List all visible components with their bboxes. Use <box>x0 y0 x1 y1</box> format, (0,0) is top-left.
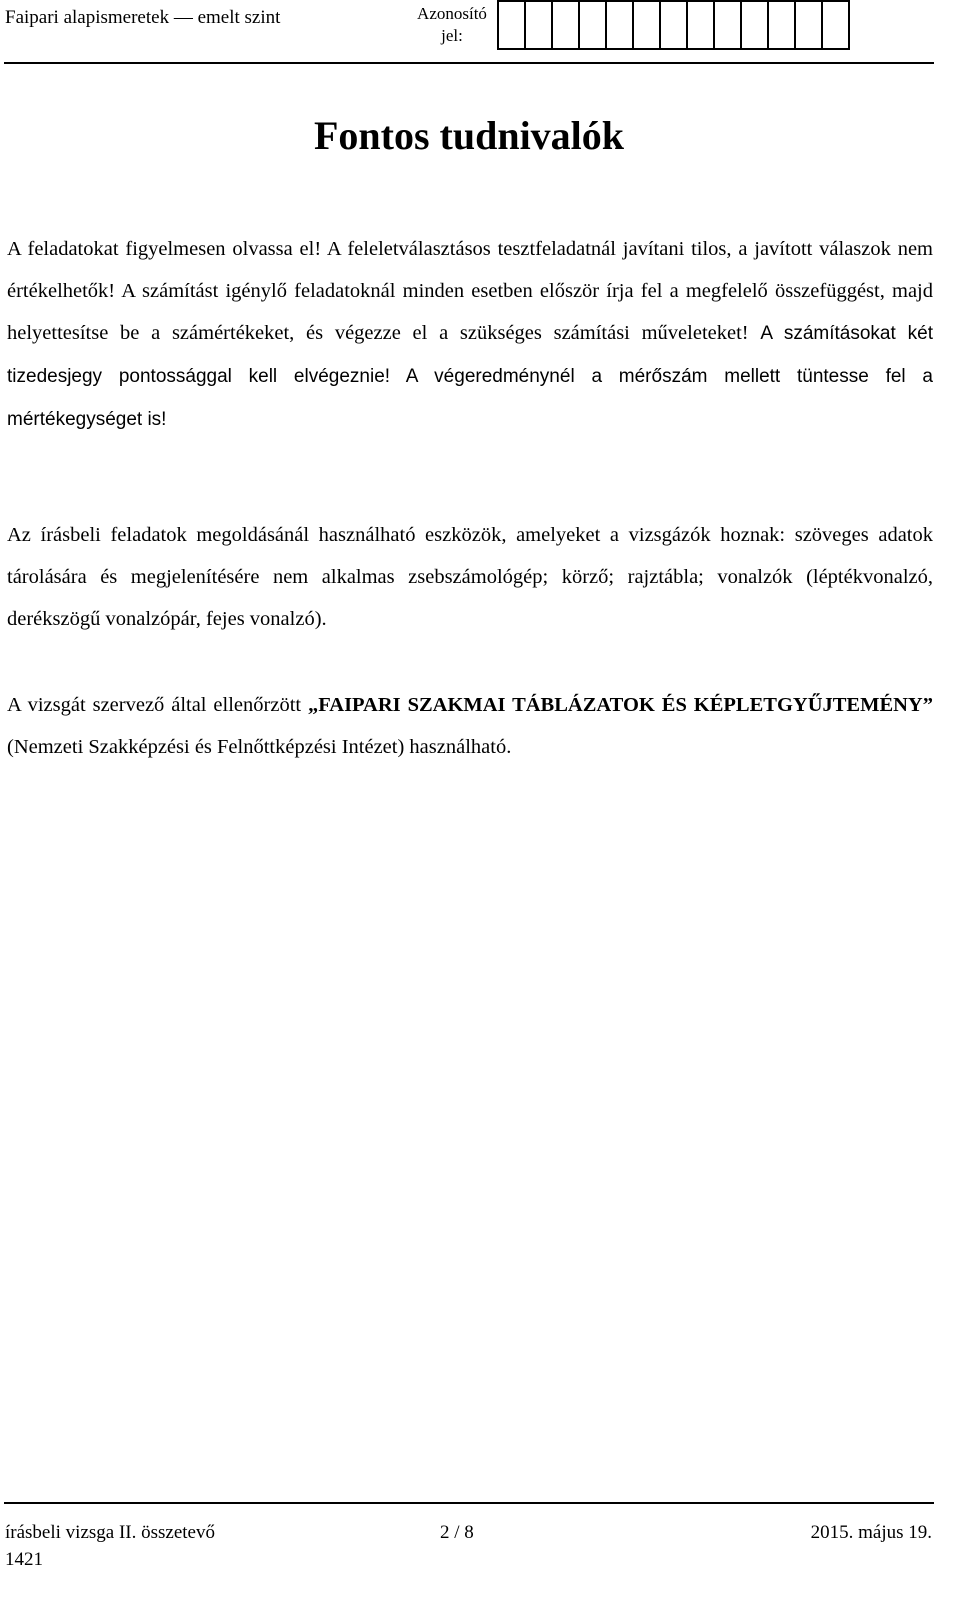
instructions-text-1: A feladatokat figyelmesen olvassa el! A feleletválasztásos tesztfeladatnál javítani tilos, a javított válaszok nem értékelhetők! <box>7 238 933 302</box>
id-boxes <box>497 0 850 50</box>
id-box[interactable] <box>634 0 661 50</box>
instructions-text-2: A számítást igénylő feladatoknál minden esetben először írja fel a megfelelő összefüggést, majd helyettesítse be a számértékeket, és végezze el a szükséges számítási műveleteket! <box>7 280 933 344</box>
reference-book-title: „FAIPARI SZAKMAI TÁBLÁZATOK ÉS KÉPLETGYŰJTEMÉNY” <box>308 694 933 716</box>
id-box[interactable] <box>688 0 715 50</box>
footer-divider <box>4 1502 934 1504</box>
instructions-paragraph-3 <box>7 684 933 768</box>
id-box[interactable] <box>580 0 607 50</box>
instructions-text-4: A vizsgát szervező által ellenőrzött <box>7 694 309 716</box>
id-box[interactable] <box>823 0 850 50</box>
id-label: Azonosító jel: <box>417 4 487 45</box>
id-box[interactable] <box>796 0 823 50</box>
footer-page-number: 2 / 8 <box>440 1522 474 1543</box>
instructions-paragraph-1 <box>7 228 933 441</box>
id-box[interactable] <box>742 0 769 50</box>
instructions-text-3: A számításokat két tizedesjegy pontossággal kell elvégeznie! A végeredménynél a mérőszám mellett tüntesse fel a mértékegységet is! <box>7 323 933 430</box>
id-box[interactable] <box>607 0 634 50</box>
id-box[interactable] <box>499 0 526 50</box>
id-box[interactable] <box>526 0 553 50</box>
footer-exam-part: írásbeli vizsga II. összetevő <box>5 1522 215 1543</box>
id-box[interactable] <box>715 0 742 50</box>
header-title: Faipari alapismeretek — emelt szint <box>5 7 281 28</box>
page-title: Fontos tudnivalók <box>313 113 625 158</box>
instructions-text-5: (Nemzeti Szakképzési és Felnőttképzési Intézet) használható. <box>7 736 512 758</box>
instructions-paragraph-2: Az írásbeli feladatok megoldásánál használható eszközök, amelyeket a vizsgázók hoznak: szöveges adatok tárolására és megjelenítésére nem alkalmas zsebszámológép; körző; rajztábla; vonalzók (léptékvonalzó, derékszögű vonalzópár, fejes vonalzó). <box>7 524 933 630</box>
header-divider <box>4 62 934 64</box>
id-box[interactable] <box>661 0 688 50</box>
footer-date: 2015. május 19. <box>810 1522 932 1543</box>
id-box[interactable] <box>769 0 796 50</box>
footer-code: 1421 <box>5 1549 43 1570</box>
id-box[interactable] <box>553 0 580 50</box>
